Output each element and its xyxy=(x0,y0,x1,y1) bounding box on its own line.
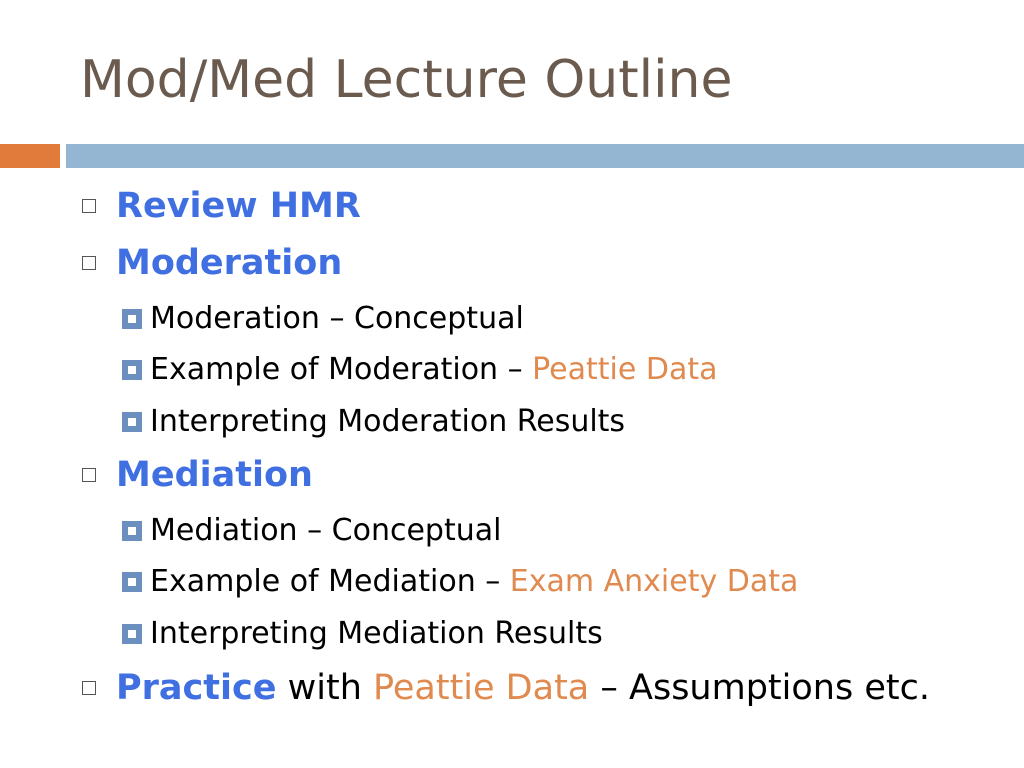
filled-square-bullet-icon xyxy=(122,360,142,380)
filled-square-bullet-icon xyxy=(122,309,142,329)
filled-square-bullet-icon xyxy=(122,624,142,644)
sub-item xyxy=(122,404,625,439)
highlight-text: Peattie Data xyxy=(532,352,718,387)
highlight-text: Peattie Data xyxy=(373,668,590,708)
filled-square-bullet-icon xyxy=(122,572,142,592)
hollow-square-bullet-icon xyxy=(82,199,96,213)
sub-item-text: Moderation – Conceptual xyxy=(150,301,524,336)
sub-item-text: Interpreting Mediation Results xyxy=(150,616,603,651)
sub-item xyxy=(122,301,524,336)
sub-item-text: Example of Moderation – xyxy=(150,352,533,387)
outline-item-practice xyxy=(82,668,930,708)
outline-heading: Mediation xyxy=(116,455,313,495)
outline-heading: Review HMR xyxy=(116,186,361,226)
filled-square-bullet-icon xyxy=(122,521,142,541)
sub-item xyxy=(122,564,798,599)
hollow-square-bullet-icon xyxy=(82,256,96,270)
sub-item-text: Mediation – Conceptual xyxy=(150,513,502,548)
hollow-square-bullet-icon xyxy=(82,681,96,695)
filled-square-bullet-icon xyxy=(122,412,142,432)
sub-item-text: Example of Mediation – xyxy=(150,564,510,599)
practice-with-text: with xyxy=(276,668,374,708)
hollow-square-bullet-icon xyxy=(82,468,96,482)
practice-rest-text: – Assumptions etc. xyxy=(589,668,930,708)
sub-item-text: Interpreting Moderation Results xyxy=(150,404,626,439)
slide-title: Mod/Med Lecture Outline xyxy=(80,50,733,110)
outline-item-mediation xyxy=(82,455,313,495)
sub-item xyxy=(122,616,603,651)
outline-heading: Practice xyxy=(116,668,277,708)
outline-item-moderation xyxy=(82,243,342,283)
sub-item xyxy=(122,352,718,387)
sub-item xyxy=(122,513,501,548)
outline-heading: Moderation xyxy=(116,243,343,283)
highlight-text: Exam Anxiety Data xyxy=(509,564,799,599)
outline-item-review xyxy=(82,186,361,226)
